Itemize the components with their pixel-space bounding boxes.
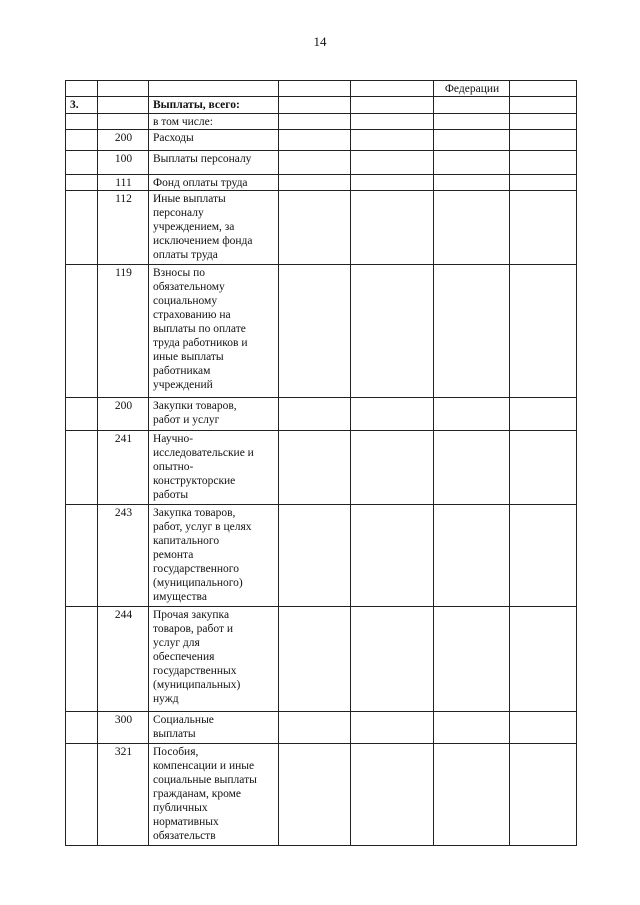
value-cell [510, 130, 577, 151]
row-number [66, 398, 98, 431]
row-name: Социальные выплаты [149, 712, 279, 744]
row-name: в том числе: [149, 114, 279, 130]
value-cell [434, 712, 510, 744]
value-cell [510, 265, 577, 398]
value-cell [510, 744, 577, 846]
value-cell [351, 712, 434, 744]
table-row [66, 712, 577, 744]
row-number [66, 431, 98, 505]
table-row [66, 431, 577, 505]
row-code: 244 [98, 607, 149, 712]
value-cell [434, 114, 510, 130]
row-number [66, 130, 98, 151]
value-cell [351, 191, 434, 265]
row-name: Фонд оплаты труда [149, 175, 279, 191]
header-cell [66, 81, 98, 97]
value-cell [510, 191, 577, 265]
table-row [66, 114, 577, 130]
table-row [66, 97, 577, 114]
budget-table [65, 80, 577, 846]
table-row [66, 175, 577, 191]
row-number [66, 175, 98, 191]
value-cell [351, 130, 434, 151]
value-cell [434, 265, 510, 398]
row-code [98, 114, 149, 130]
row-name: Выплаты, всего: [149, 97, 279, 114]
value-cell [351, 265, 434, 398]
row-name: Взносы по обязательному социальному страхованию на выплаты по оплате труда работников и иные выплаты работникам учреждений [149, 265, 279, 398]
row-name: Пособия, компенсации и иные социальные выплаты гражданам, кроме публичных нормативных обязательств [149, 744, 279, 846]
row-code: 111 [98, 175, 149, 191]
value-cell [351, 175, 434, 191]
header-cell [98, 81, 149, 97]
value-cell [351, 505, 434, 607]
value-cell [434, 431, 510, 505]
table-row [66, 505, 577, 607]
value-cell [510, 114, 577, 130]
value-cell [510, 97, 577, 114]
table-row [66, 151, 577, 175]
value-cell [279, 97, 351, 114]
value-cell [434, 505, 510, 607]
row-number: 3. [66, 97, 98, 114]
row-number [66, 151, 98, 175]
row-code: 300 [98, 712, 149, 744]
row-number [66, 744, 98, 846]
value-cell [434, 398, 510, 431]
row-code: 112 [98, 191, 149, 265]
header-cell [149, 81, 279, 97]
row-number [66, 114, 98, 130]
table-header-row [66, 81, 577, 97]
row-number [66, 191, 98, 265]
value-cell [279, 151, 351, 175]
value-cell [510, 607, 577, 712]
value-cell [510, 151, 577, 175]
value-cell [510, 431, 577, 505]
table-row [66, 398, 577, 431]
value-cell [279, 607, 351, 712]
row-number [66, 265, 98, 398]
value-cell [279, 114, 351, 130]
value-cell [351, 97, 434, 114]
header-cell-federation: Федерации [434, 81, 510, 97]
row-name: Закупки товаров, работ и услуг [149, 398, 279, 431]
value-cell [434, 744, 510, 846]
value-cell [351, 744, 434, 846]
table-row [66, 744, 577, 846]
row-code: 200 [98, 130, 149, 151]
value-cell [510, 175, 577, 191]
header-cell [279, 81, 351, 97]
row-code [98, 97, 149, 114]
row-code: 241 [98, 431, 149, 505]
value-cell [279, 398, 351, 431]
value-cell [279, 130, 351, 151]
value-cell [351, 431, 434, 505]
value-cell [279, 712, 351, 744]
value-cell [434, 151, 510, 175]
table-row [66, 130, 577, 151]
value-cell [510, 505, 577, 607]
value-cell [351, 398, 434, 431]
value-cell [279, 505, 351, 607]
row-name: Иные выплаты персоналу учреждением, за исключением фонда оплаты труда [149, 191, 279, 265]
row-name: Научно- исследовательские и опытно- конструкторские работы [149, 431, 279, 505]
table-row [66, 191, 577, 265]
row-number [66, 505, 98, 607]
value-cell [434, 175, 510, 191]
value-cell [279, 744, 351, 846]
row-code: 243 [98, 505, 149, 607]
page-number: 14 [313, 34, 327, 49]
header-cell [351, 81, 434, 97]
value-cell [351, 607, 434, 712]
row-code: 200 [98, 398, 149, 431]
row-name: Выплаты персоналу [149, 151, 279, 175]
row-name: Расходы [149, 130, 279, 151]
value-cell [279, 175, 351, 191]
row-name: Прочая закупка товаров, работ и услуг для обеспечения государственных (муниципальных) нужд [149, 607, 279, 712]
value-cell [510, 398, 577, 431]
value-cell [279, 265, 351, 398]
row-number [66, 607, 98, 712]
value-cell [434, 130, 510, 151]
row-code: 119 [98, 265, 149, 398]
header-cell [510, 81, 577, 97]
value-cell [351, 114, 434, 130]
row-code: 321 [98, 744, 149, 846]
table-row [66, 265, 577, 398]
value-cell [279, 431, 351, 505]
value-cell [434, 191, 510, 265]
value-cell [351, 151, 434, 175]
value-cell [279, 191, 351, 265]
row-number [66, 712, 98, 744]
value-cell [510, 712, 577, 744]
table-row [66, 607, 577, 712]
value-cell [434, 607, 510, 712]
row-code: 100 [98, 151, 149, 175]
value-cell [434, 97, 510, 114]
row-name: Закупка товаров, работ, услуг в целях капитального ремонта государственного (муниципального) имущества [149, 505, 279, 607]
